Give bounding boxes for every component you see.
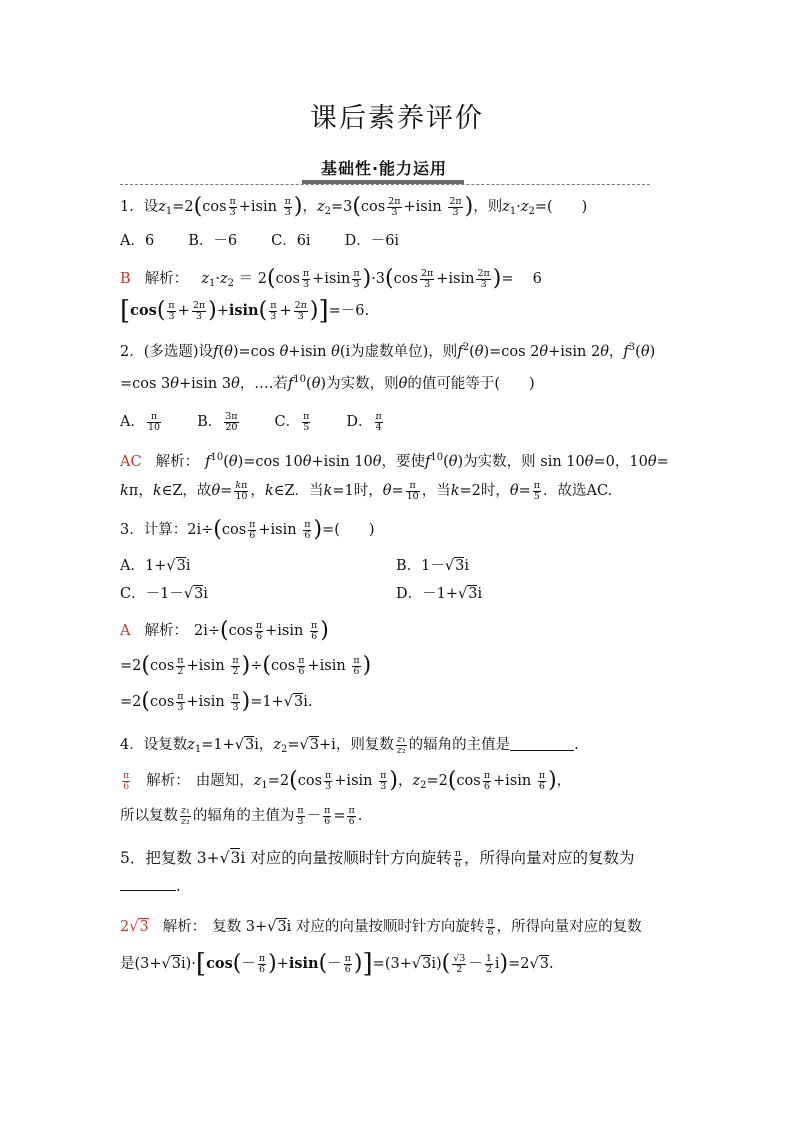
question-1-text: 1．设$z_1=2(\cos$ $\frac{\pi}{3}$ +isin $\frac{\pi}{3}$ )，$z_2=3(\cos$ $\frac{2\pi}{3}$ +isin $\frac{2\pi}{3}$ )，则$z_1\cdot z_2=$( ) <box>120 194 588 219</box>
question-number: 4． <box>120 737 144 753</box>
answer-badge: B <box>120 271 131 287</box>
question-tag: (多选题) <box>143 344 199 360</box>
question-2-solution-line2: kπ，k∈Z，故θ= $\frac{k\pi}{10}$ ，k∈Z．当k=1时，θ= $\frac{\pi}{10}$ ，当k=2时，θ= $\frac{\pi}{5}$ ．故选AC. <box>120 479 613 502</box>
question-1-solution-line2: [cos( $\frac{\pi}{3}$ + $\frac{2\pi}{3}$ )+isin( $\frac{\pi}{3}$ + $\frac{2\pi}{3}$ )]=－6. <box>120 296 370 326</box>
option-b: B．－6 <box>188 233 238 249</box>
answer-badge: AC <box>120 454 142 470</box>
question-2-solution: AC 解析： $f^{10}(\theta)=\cos$ 10θ+isin 10θ，要使$f^{10}(\theta)$为实数，则 sin 10θ=0，10θ= <box>120 452 669 470</box>
question-2-text: 2．(多选题)设f(θ)=cos θ+isin θ(i为虚数单位)，则$f^2(\theta)=\cos$ 2θ+isin 2θ，$f^3(\theta)$ <box>120 342 656 360</box>
question-5-blank-line: . <box>120 874 672 900</box>
section-label: 基础性·能力运用 <box>320 159 448 178</box>
question-2-options <box>120 406 672 438</box>
question-5-text: 5．把复数 3+√3i 对应的向量按顺时针方向旋转 $\frac{\pi}{6}$ ，所得向量对应的复数为 <box>120 847 635 870</box>
question-3-solution-line2: =2(cos $\frac{\pi}{2}$ +isin $\frac{\pi}{2}$ )÷(cos $\frac{\pi}{6}$ +isin $\frac{\pi}{6}$ ) <box>120 653 372 678</box>
solution-label: 解析： <box>144 271 181 287</box>
question-5 <box>120 842 672 984</box>
question-5-solution: 2√3 解析： 复数 3+√3i 对应的向量按顺时针方向旋转 $\frac{\pi}{6}$ ，所得向量对应的复数 <box>120 915 642 938</box>
option-a: A．1+√3i <box>120 558 191 574</box>
question-3 <box>120 514 672 720</box>
question-4 <box>120 730 672 834</box>
question-3-solution-line3: =2(cos $\frac{\pi}{3}$ +isin $\frac{\pi}{3}$ )=1+√3i. <box>120 689 313 714</box>
page-title: 课后素养评价 <box>310 103 484 134</box>
question-2 <box>120 334 672 506</box>
question-3-options-row2 <box>120 580 672 608</box>
question-number: 1． <box>120 199 144 215</box>
answer-badge: 2√3 <box>120 919 149 935</box>
answer-blank <box>120 876 176 891</box>
option-d: D．－6i <box>344 233 400 249</box>
question-4-solution-line2: 所以复数 $\frac{\text{z₁}}{\text{z₂}}$ 的辐角的主值为 $\frac{\pi}{3}$ － $\frac{\pi}{6}$ = $\frac{\pi}{6}$ . <box>120 804 363 827</box>
option-d: D．－1+√3i <box>396 586 483 602</box>
solution-label: 解析： <box>144 623 188 639</box>
question-1-solution: B 解析： $z_1\cdot z_2 = 2(\cos$ $\frac{\pi}{3}$ +isin $\frac{\pi}{3}$ )·3(cos $\frac{2\pi}{3}$ +isin $\frac{2\pi}{3}$ )= 6 <box>120 266 542 291</box>
option-b: B．1－√3i <box>396 558 469 574</box>
question-2-text-line2: =cos 3θ+isin 3θ，….若$f^{10}(\theta)$为实数，则θ的值可能等于( ) <box>120 374 535 392</box>
option-c: C．6i <box>271 233 311 249</box>
option-b: B． $\frac{3\pi}{20}$ <box>197 410 238 433</box>
questions <box>120 192 672 984</box>
question-4-text: 4．设复数$z_1=1+√3i$，$z_2=√3+i$，则复数 $\frac{\text{z₁}}{\text{z₂}}$ 的辐角的主值是 . <box>120 733 579 756</box>
question-1-options <box>120 230 672 252</box>
question-number: 3． <box>120 522 144 538</box>
answer-blank <box>510 736 574 751</box>
section-divider <box>120 184 650 185</box>
question-4-solution: $\frac{\pi}{6}$ 解析： 由题知，$z_1=2(\cos$ $\frac{\pi}{3}$ +isin $\frac{\pi}{3}$ )，$z_2=2(\cos$ $\frac{\pi}{6}$ +isin $\frac{\pi}{6}$ )， <box>120 764 672 798</box>
question-3-solution: A 解析： 2i÷(cos $\frac{\pi}{6}$ +isin $\frac{\pi}{6}$ ) <box>120 618 329 643</box>
option-a: A．6 <box>120 233 155 249</box>
question-1 <box>120 192 672 328</box>
option-d: D． $\frac{\pi}{4}$ <box>346 410 382 433</box>
section-header <box>120 156 650 188</box>
answer-badge: $\frac{\pi}{6}$ <box>123 769 130 792</box>
option-c: C．－1－√3i <box>120 586 208 602</box>
question-5-solution-line2: 是(3+√3i)·[cos(－ $\frac{\pi}{6}$ )+isin(－ $\frac{\pi}{6}$ )]=(3+√3i)( $\frac{√3}{2}$ － $\frac{1}{2}$ i)=2√3. <box>120 949 554 979</box>
solution-label: 解析： <box>162 919 207 935</box>
question-3-text: 3．计算：2i÷(cos $\frac{\pi}{6}$ +isin $\frac{\pi}{6}$ )=( ) <box>120 517 375 542</box>
question-number: 2． <box>120 344 144 360</box>
option-a: A． $\frac{\pi}{10}$ <box>120 410 161 433</box>
solution-label: 解析： <box>146 773 190 789</box>
question-3-options-row1 <box>120 552 672 580</box>
solution-label: 解析： <box>155 454 200 470</box>
answer-badge: A <box>120 623 131 639</box>
option-c: C． $\frac{\pi}{5}$ <box>274 410 310 433</box>
question-number: 5． <box>120 849 146 867</box>
